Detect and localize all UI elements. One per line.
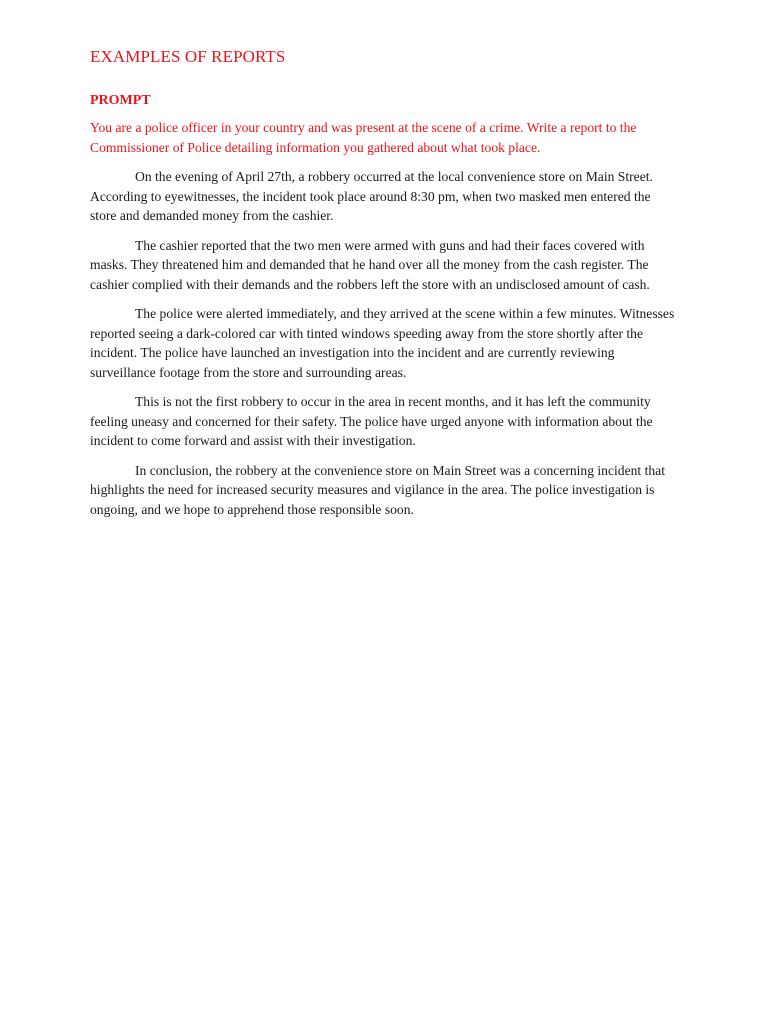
report-paragraph-4: This is not the first robbery to occur in the area in recent months, and it has left the community feeling uneasy and concerned for their safety. The police have urged anyone with information about the incident to come forward and assist with their investigation. xyxy=(90,394,653,448)
report-paragraph-5: In conclusion, the robbery at the convenience store on Main Street was a concerning incident that highlights the need for increased security measures and vigilance in the area. The police investigation is ongoing, and we hope to apprehend those responsible soon. xyxy=(90,462,665,517)
report-paragraph-1: On the evening of April 27th, a robbery occurred at the local convenience store on Main Street. According to eyewitnesses, the incident took place around 8:30 pm, when two masked men entered the store and demanded money from the cashier. xyxy=(90,169,653,223)
report-paragraph-2: The cashier reported that the two men were armed with guns and had their faces covered with masks. They threatened him and demanded that he hand over all the money from the cash register. The cashier complied with their demands and the robbers left the store with an undisclosed amount of cash. xyxy=(90,237,650,292)
prompt-text: You are a police officer in your country and was present at the scene of a crime. Write a report to the Commissioner of Police detailing information you gathered about what took place. xyxy=(90,120,637,155)
report-paragraph-3: The police were alerted immediately, and they arrived at the scene within a few minutes. Witnesses reported seeing a dark-colored car with tinted windows speeding away from the store shortly after the incident. The police have launched an investigation into the incident and are currently reviewing surveillance footage from the store and surrounding areas. xyxy=(90,306,675,380)
document-title: EXAMPLES OF REPORTS xyxy=(90,47,286,66)
document-page xyxy=(90,46,680,529)
prompt-heading: PROMPT xyxy=(90,93,151,108)
